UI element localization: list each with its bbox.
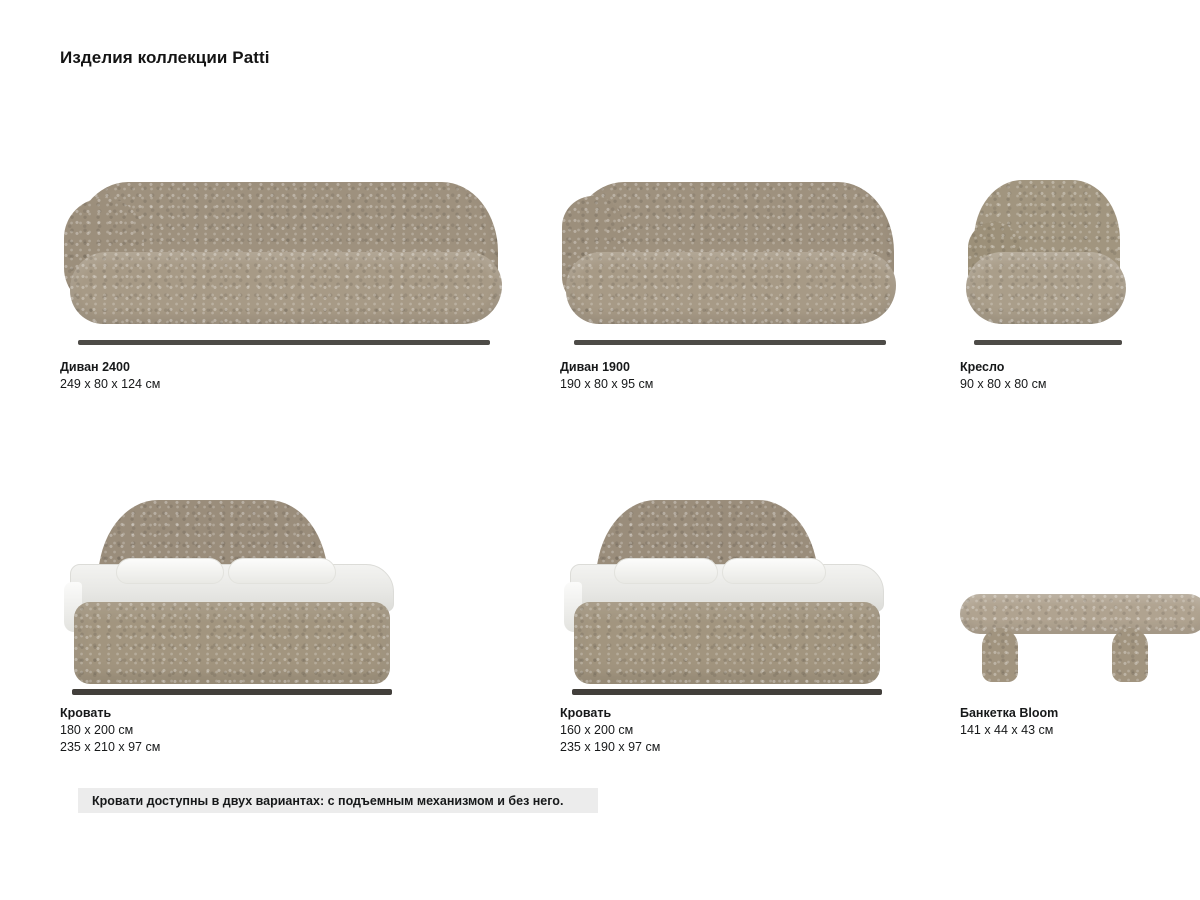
product-row-sofas xyxy=(0,170,1200,400)
bed-180-caption xyxy=(60,705,510,756)
product-dimensions: 180 x 200 см xyxy=(60,723,134,737)
armchair-icon xyxy=(960,170,1140,345)
sofa-1900-illustration xyxy=(560,170,960,345)
bed-160-caption xyxy=(560,705,960,756)
bed-160-illustration xyxy=(560,490,960,695)
product-dimensions: 190 x 80 x 95 см xyxy=(560,377,654,391)
product-dimensions: 90 x 80 x 80 см xyxy=(960,377,1047,391)
product-name: Кровать xyxy=(60,706,112,720)
product-name: Кресло xyxy=(960,360,1005,374)
bench-illustration xyxy=(960,490,1160,695)
sofa-2400-illustration xyxy=(60,170,510,345)
product-dimensions-overall: 235 x 190 x 97 см xyxy=(560,740,661,754)
product-dimensions: 141 x 44 x 43 см xyxy=(960,723,1054,737)
product-dimensions: 249 x 80 x 124 см xyxy=(60,377,161,391)
product-name: Кровать xyxy=(560,706,612,720)
product-name: Банкетка Bloom xyxy=(960,706,1059,720)
sofa-1900-caption xyxy=(560,359,960,393)
bed-icon xyxy=(560,490,890,695)
product-card-sofa-2400 xyxy=(60,170,510,400)
sofa-icon xyxy=(60,170,510,345)
page-title: Изделия коллекции Patti xyxy=(60,48,270,67)
product-name: Диван 1900 xyxy=(560,360,630,374)
bench-icon xyxy=(960,490,1200,695)
product-card-bed-160 xyxy=(560,490,960,770)
bed-180-illustration xyxy=(60,490,510,695)
product-row-beds xyxy=(0,490,1200,770)
note-text: Кровати доступны в двух вариантах: с подъемным механизмом и без него. xyxy=(92,793,564,808)
bench-caption xyxy=(960,705,1160,739)
product-dimensions-overall: 235 x 210 x 97 см xyxy=(60,740,161,754)
product-card-sofa-1900 xyxy=(560,170,960,400)
beds-availability-note xyxy=(78,788,598,813)
product-card-bed-180 xyxy=(60,490,510,770)
product-name: Диван 2400 xyxy=(60,360,130,374)
armchair-caption xyxy=(960,359,1160,393)
armchair-illustration xyxy=(960,170,1160,345)
sofa-icon xyxy=(560,170,900,345)
product-dimensions: 160 x 200 см xyxy=(560,723,634,737)
product-card-armchair xyxy=(960,170,1160,400)
bed-icon xyxy=(60,490,400,695)
product-card-bench xyxy=(960,490,1160,770)
sofa-2400-caption xyxy=(60,359,510,393)
